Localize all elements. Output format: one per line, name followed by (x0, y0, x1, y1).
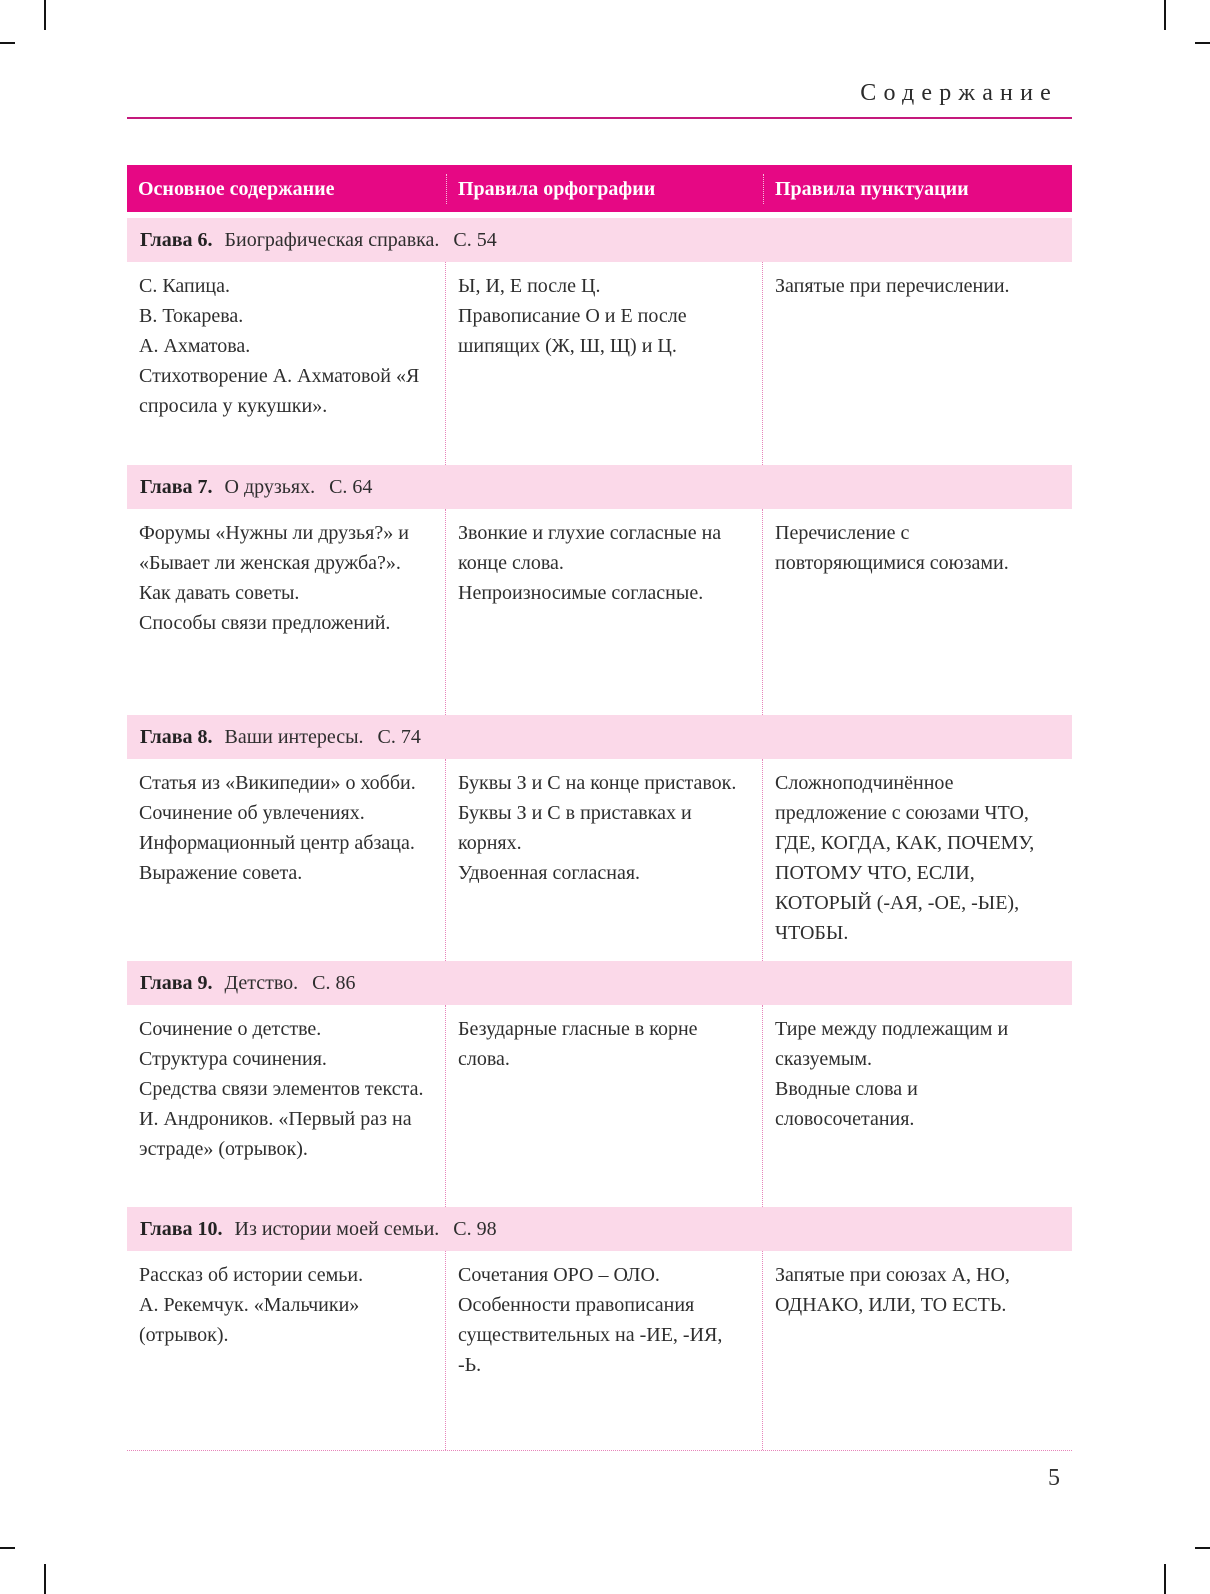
chapter-page-ref: С. 86 (312, 972, 356, 994)
crop-mark-bottom-left-horizontal (0, 1547, 15, 1549)
crop-mark-top-right-vertical (1164, 0, 1166, 30)
page-content (127, 0, 1072, 1492)
table-row-chapter-10 (127, 1251, 1072, 1451)
table-header-row (127, 165, 1072, 212)
chapter-page-ref: С. 64 (329, 476, 373, 498)
content-cell: С. Капица. В. Токарева. А. Ахматова. Стихотворение А. Ахматовой «Я спросила у кукушки». (127, 262, 446, 465)
punctuation-cell: Запятые при союзах А, НО, ОДНАКО, ИЛИ, ТО ЕСТЬ. (775, 1264, 1010, 1316)
punctuation-cell: Перечисление с повторяющимися союзами. (775, 522, 1009, 574)
chapter-label: Глава 6. (140, 229, 213, 251)
content-cell: Статья из «Википедии» о хобби. Сочинение об увлечениях. Информационный центр абзаца. Выражение совета. (127, 759, 446, 961)
chapter-band-8 (127, 715, 1072, 759)
punctuation-cell: Тире между подлежащим и сказуемым. Вводные слова и словосочетания. (775, 1018, 1009, 1130)
chapter-label: Глава 10. (140, 1218, 223, 1240)
chapter-label: Глава 8. (140, 726, 213, 748)
punctuation-cell: Запятые при перечислении. (775, 275, 1010, 297)
chapter-title: Биографическая справка. (224, 229, 440, 251)
crop-mark-bottom-left-vertical (44, 1564, 46, 1594)
chapter-title: Детство. (224, 972, 299, 994)
content-cell: Рассказ об истории семьи. А. Рекемчук. «Мальчики» (отрывок). (127, 1251, 446, 1450)
crop-mark-top-left-horizontal (0, 42, 15, 44)
column-header-orthography: Правила орфографии (446, 174, 763, 204)
chapter-band-6 (127, 218, 1072, 262)
crop-mark-bottom-right-horizontal (1195, 1547, 1210, 1549)
content-cell: Сочинение о детстве. Структура сочинения. Средства связи элементов текста. И. Андроников. «Первый раз на эстраде» (отрывок). (127, 1005, 446, 1207)
column-header-punctuation: Правила пунктуации (763, 174, 1072, 204)
page-title: Содержание (860, 80, 1058, 106)
table-row-chapter-8 (127, 759, 1072, 961)
table-row-chapter-6 (127, 262, 1072, 465)
orthography-cell: Буквы З и С на конце приставок. Буквы З и С в приставках и корнях. Удвоенная согласная. (446, 759, 763, 961)
chapter-label: Глава 7. (140, 476, 213, 498)
orthography-cell: Сочетания ОРО – ОЛО. Особенности правописания существительных на -ИЕ, -ИЯ, -Ь. (446, 1251, 763, 1450)
crop-mark-top-right-horizontal (1195, 42, 1210, 44)
crop-mark-top-left-vertical (44, 0, 46, 30)
running-head (127, 0, 1072, 119)
contents-table (127, 165, 1072, 1451)
orthography-cell: Звонкие и глухие согласные на конце слова. Непроизносимые согласные. (446, 509, 763, 715)
table-row-chapter-7 (127, 509, 1072, 715)
chapter-title: Из истории моей семьи. (234, 1218, 440, 1240)
chapter-page-ref: С. 98 (453, 1218, 497, 1240)
crop-mark-bottom-right-vertical (1164, 1564, 1166, 1594)
page-number: 5 (1048, 1465, 1060, 1491)
chapter-page-ref: С. 74 (377, 726, 421, 748)
chapter-page-ref: С. 54 (453, 229, 497, 251)
chapter-band-9 (127, 961, 1072, 1005)
chapter-label: Глава 9. (140, 972, 213, 994)
chapter-title: Ваши интересы. (224, 726, 364, 748)
punctuation-cell: Сложноподчинённое предложение с союзами ЧТО, ГДЕ, КОГДА, КАК, ПОЧЕМУ, ПОТОМУ ЧТО, ЕСЛИ, КОТОРЫЙ (-АЯ, -ОЕ, -ЫЕ), ЧТОБЫ. (775, 772, 1035, 944)
chapter-band-7 (127, 465, 1072, 509)
orthography-cell: Ы, И, Е после Ц. Правописание О и Е после шипящих (Ж, Ш, Щ) и Ц. (446, 262, 763, 465)
content-cell: Форумы «Нужны ли друзья?» и «Бывает ли женская дружба?». Как давать советы. Способы связи предложений. (127, 509, 446, 715)
orthography-cell: Безударные гласные в корне слова. (446, 1005, 763, 1207)
chapter-band-10 (127, 1207, 1072, 1251)
column-header-main-content: Основное содержание (138, 177, 335, 200)
chapter-title: О друзьях. (224, 476, 316, 498)
table-row-chapter-9 (127, 1005, 1072, 1207)
